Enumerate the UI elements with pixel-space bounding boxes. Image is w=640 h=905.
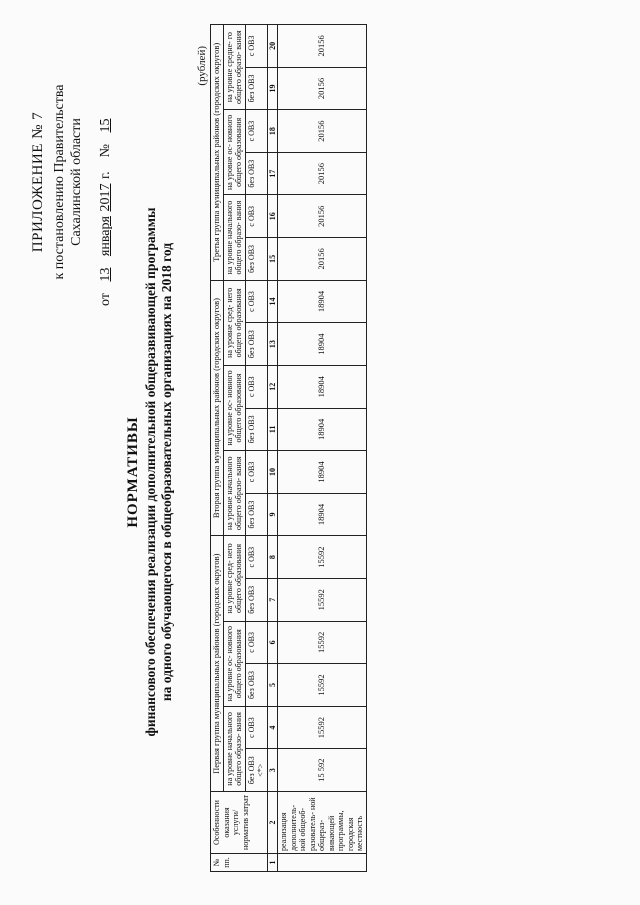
header-level: на уровне ос- новного общего образования xyxy=(223,110,245,195)
table-cell-value: 15592 xyxy=(278,578,367,621)
header-level: на уровне ос- новного общего образования xyxy=(223,621,245,706)
appendix-title: ПРИЛОЖЕНИЕ № 7 xyxy=(30,111,46,253)
table-cell-value: 15 592 xyxy=(278,749,367,792)
units-label: (рублей) xyxy=(196,46,208,86)
header-subcol: без ОВЗ xyxy=(245,152,267,195)
header-level: на уровне начального общего образо- вания xyxy=(223,451,245,536)
table-cell-value: 20156 xyxy=(278,152,367,195)
header-level: на уровне сред- него общего образования xyxy=(223,536,245,621)
header-subcol: с ОВЗ xyxy=(245,25,267,68)
column-number: 19 xyxy=(267,67,278,110)
table-cell-value: 18904 xyxy=(278,451,367,494)
heading-line-1: финансового обеспечения реализации дополнительной общеразвивающей программы xyxy=(143,207,158,737)
rotated-document-sheet xyxy=(20,12,620,892)
column-number: 18 xyxy=(267,110,278,153)
column-number: 15 xyxy=(267,238,278,281)
header-level: на уровне сред- него общего образования xyxy=(223,280,245,365)
appendix-line-2: Сахалинской области xyxy=(69,118,84,246)
norms-table-wrapper xyxy=(210,24,367,872)
column-number: 5 xyxy=(267,664,278,707)
column-number: 9 xyxy=(267,493,278,536)
document-number: 15 xyxy=(98,118,113,133)
column-number: 7 xyxy=(267,578,278,621)
header-subcol: с ОВЗ xyxy=(245,621,267,664)
header-level: на уровне средне- го общего образо- вания xyxy=(223,25,245,110)
header-subcol: без ОВЗ xyxy=(245,664,267,707)
column-number: 8 xyxy=(267,536,278,579)
table-cell-value: 20156 xyxy=(278,238,367,281)
table-cell-value: 18904 xyxy=(278,280,367,323)
table-cell-value: 18904 xyxy=(278,365,367,408)
norms-table xyxy=(210,24,367,872)
document-heading xyxy=(125,132,175,812)
header-subcol: без ОВЗ xyxy=(245,238,267,281)
header-group-2: Вторая группа муниципальных районов (городских округов) xyxy=(211,280,224,536)
table-cell-value: 15592 xyxy=(278,621,367,664)
header-group-1: Первая группа муниципальных районов (городских округов) xyxy=(211,536,224,792)
row-feature-text: реализация дополнитель- ной общеоб- разователь- ной общераз- вивающей программы, городская местность xyxy=(278,792,367,854)
column-number: 12 xyxy=(267,365,278,408)
column-number-row xyxy=(267,25,278,872)
appendix-line-1: к постановлению Правительства xyxy=(52,84,67,280)
header-col-feature: Особенности оказания услуги/ норматив затрат xyxy=(211,792,268,854)
table-cell-value: 20156 xyxy=(278,110,367,153)
row-number xyxy=(278,854,367,872)
header-subcol: с ОВЗ xyxy=(245,110,267,153)
header-col-number: № пп. xyxy=(211,854,268,872)
table-cell-value: 20156 xyxy=(278,195,367,238)
table-cell-value: 20156 xyxy=(278,67,367,110)
table-row xyxy=(278,25,367,872)
table-cell-value: 15592 xyxy=(278,664,367,707)
header-subcol: с ОВЗ xyxy=(245,706,267,749)
table-cell-value: 18904 xyxy=(278,323,367,366)
header-subcol: с ОВЗ xyxy=(245,280,267,323)
header-level: на уровне ос- новного общего образования xyxy=(223,365,245,450)
header-group-3: Третья группа муниципальных районов (городских округов) xyxy=(211,25,224,281)
column-number: 2 xyxy=(267,792,278,854)
header-level: на уровне начального общего образо- вания xyxy=(223,195,245,280)
header-subcol: без ОВЗ xyxy=(245,67,267,110)
appendix-date-line xyxy=(97,52,114,312)
date-day: 13 xyxy=(98,267,113,282)
heading-line-2: на одного обучающегося в общеобразовательных организациях на 2018 год xyxy=(159,242,174,702)
column-number: 4 xyxy=(267,706,278,749)
column-number: 16 xyxy=(267,195,278,238)
column-number: 11 xyxy=(267,408,278,451)
header-subcol: без ОВЗ xyxy=(245,493,267,536)
header-subcol: с ОВЗ xyxy=(245,365,267,408)
column-number: 20 xyxy=(267,25,278,68)
header-subcol: без ОВЗ xyxy=(245,408,267,451)
header-subcol: без ОВЗ xyxy=(245,578,267,621)
column-number: 3 xyxy=(267,749,278,792)
column-number: 6 xyxy=(267,621,278,664)
column-number: 17 xyxy=(267,152,278,195)
header-subcol: с ОВЗ xyxy=(245,536,267,579)
table-cell-value: 20156 xyxy=(278,25,367,68)
table-cell-value: 15592 xyxy=(278,706,367,749)
table-cell-value: 15592 xyxy=(278,536,367,579)
table-cell-value: 18904 xyxy=(278,493,367,536)
appendix-block xyxy=(30,52,114,312)
header-subcol: без ОВЗ xyxy=(245,323,267,366)
column-number: 1 xyxy=(267,854,278,872)
date-month: января xyxy=(98,216,113,257)
number-prefix: № xyxy=(98,144,113,158)
heading-title: НОРМАТИВЫ xyxy=(125,416,141,528)
date-year: 2017 xyxy=(98,183,113,212)
header-subcol: без ОВЗ <*> xyxy=(245,749,267,792)
column-number: 14 xyxy=(267,280,278,323)
header-subcol: с ОВЗ xyxy=(245,195,267,238)
date-year-suffix: г. xyxy=(98,171,113,180)
date-prefix: от xyxy=(98,293,113,306)
table-cell-value: 18904 xyxy=(278,408,367,451)
column-number: 10 xyxy=(267,451,278,494)
header-subcol: с ОВЗ xyxy=(245,451,267,494)
header-level: на уровне начального общего образо- вания xyxy=(223,706,245,791)
column-number: 13 xyxy=(267,323,278,366)
